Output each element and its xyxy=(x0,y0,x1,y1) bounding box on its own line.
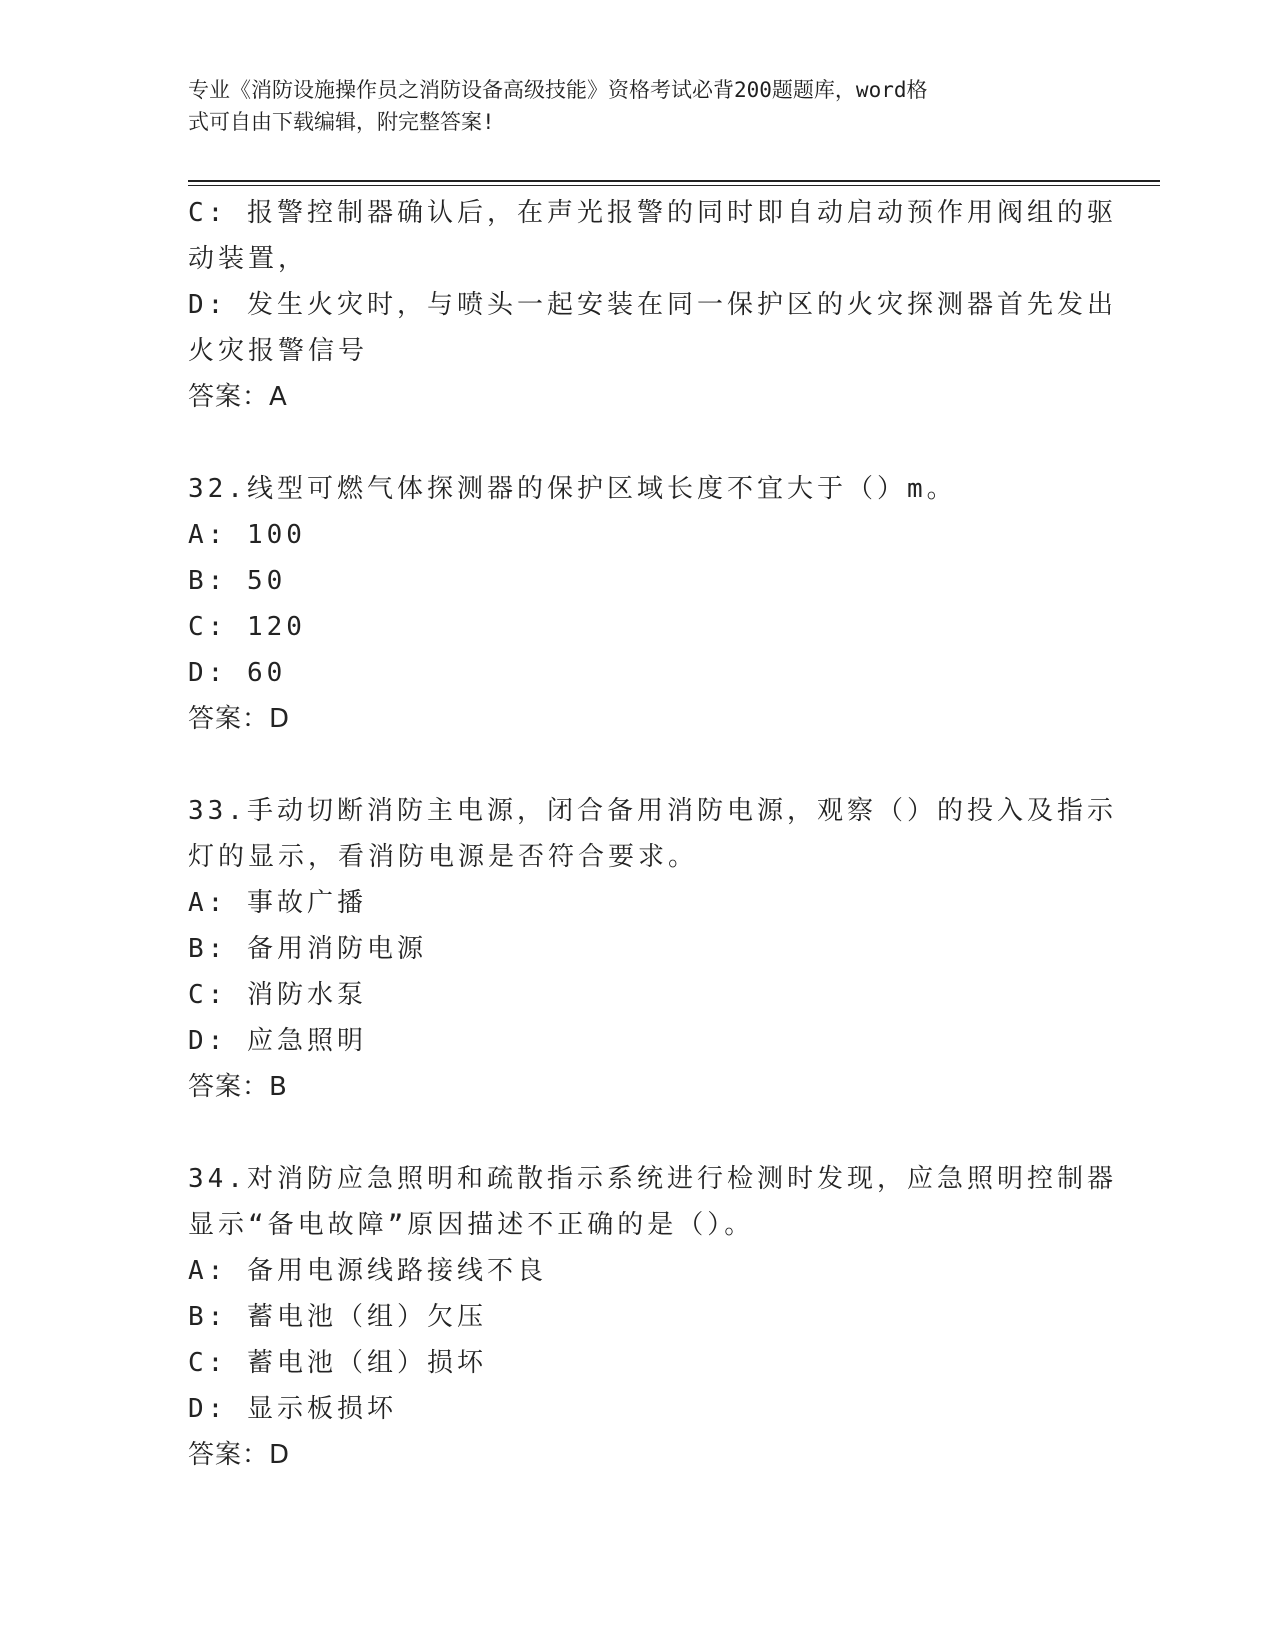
option-c: C: 蓄电池（组）损坏 xyxy=(188,1348,487,1378)
answer-line: 答案：A xyxy=(188,382,288,412)
page-header xyxy=(188,74,1068,138)
answer-line: 答案：B xyxy=(188,1072,288,1102)
question-34 xyxy=(188,1156,1117,1478)
header-divider-thin xyxy=(188,185,1160,186)
option-d: D: 60 xyxy=(188,658,287,688)
continued-question-31 xyxy=(188,190,1117,420)
spacer xyxy=(188,420,1088,466)
option-c: C: 消防水泵 xyxy=(188,980,367,1010)
option-c: C: 报警控制器确认后，在声光报警的同时即自动启动预作用阀组的驱 xyxy=(188,198,1117,228)
question-stem-continued: 显示“备电故障”原因描述不正确的是（）。 xyxy=(188,1210,755,1240)
question-32 xyxy=(188,466,1088,742)
spacer xyxy=(188,1110,1088,1156)
option-b: B: 蓄电池（组）欠压 xyxy=(188,1302,487,1332)
question-stem: 32.线型可燃气体探测器的保护区域长度不宜大于（）m。 xyxy=(188,474,957,504)
question-33 xyxy=(188,788,1117,1110)
question-content xyxy=(188,190,1117,1478)
question-stem: 34.对消防应急照明和疏散指示系统进行检测时发现，应急照明控制器 xyxy=(188,1164,1117,1194)
header-line-2: 式可自由下载编辑，附完整答案! xyxy=(188,110,495,134)
option-d-continued: 火灾报警信号 xyxy=(188,336,369,366)
question-stem: 33.手动切断消防主电源，闭合备用消防电源，观察（）的投入及指示 xyxy=(188,796,1117,826)
option-a: A: 事故广播 xyxy=(188,888,367,918)
option-b: B: 备用消防电源 xyxy=(188,934,427,964)
option-a: A: 100 xyxy=(188,520,306,550)
option-d: D: 显示板损坏 xyxy=(188,1394,397,1424)
spacer xyxy=(188,742,1088,788)
option-d: D: 应急照明 xyxy=(188,1026,367,1056)
question-stem-continued: 灯的显示，看消防电源是否符合要求。 xyxy=(188,842,699,872)
option-b: B: 50 xyxy=(188,566,287,596)
option-c: C: 120 xyxy=(188,612,306,642)
header-line-1: 专业《消防设施操作员之消防设备高级技能》资格考试必背200题题库，word格 xyxy=(188,78,928,102)
header-divider-thick xyxy=(188,180,1160,182)
option-d: D: 发生火灾时，与喷头一起安装在同一保护区的火灾探测器首先发出 xyxy=(188,290,1117,320)
option-c-continued: 动装置， xyxy=(188,244,309,274)
answer-line: 答案：D xyxy=(188,704,291,734)
option-a: A: 备用电源线路接线不良 xyxy=(188,1256,547,1286)
answer-line: 答案：D xyxy=(188,1440,291,1470)
